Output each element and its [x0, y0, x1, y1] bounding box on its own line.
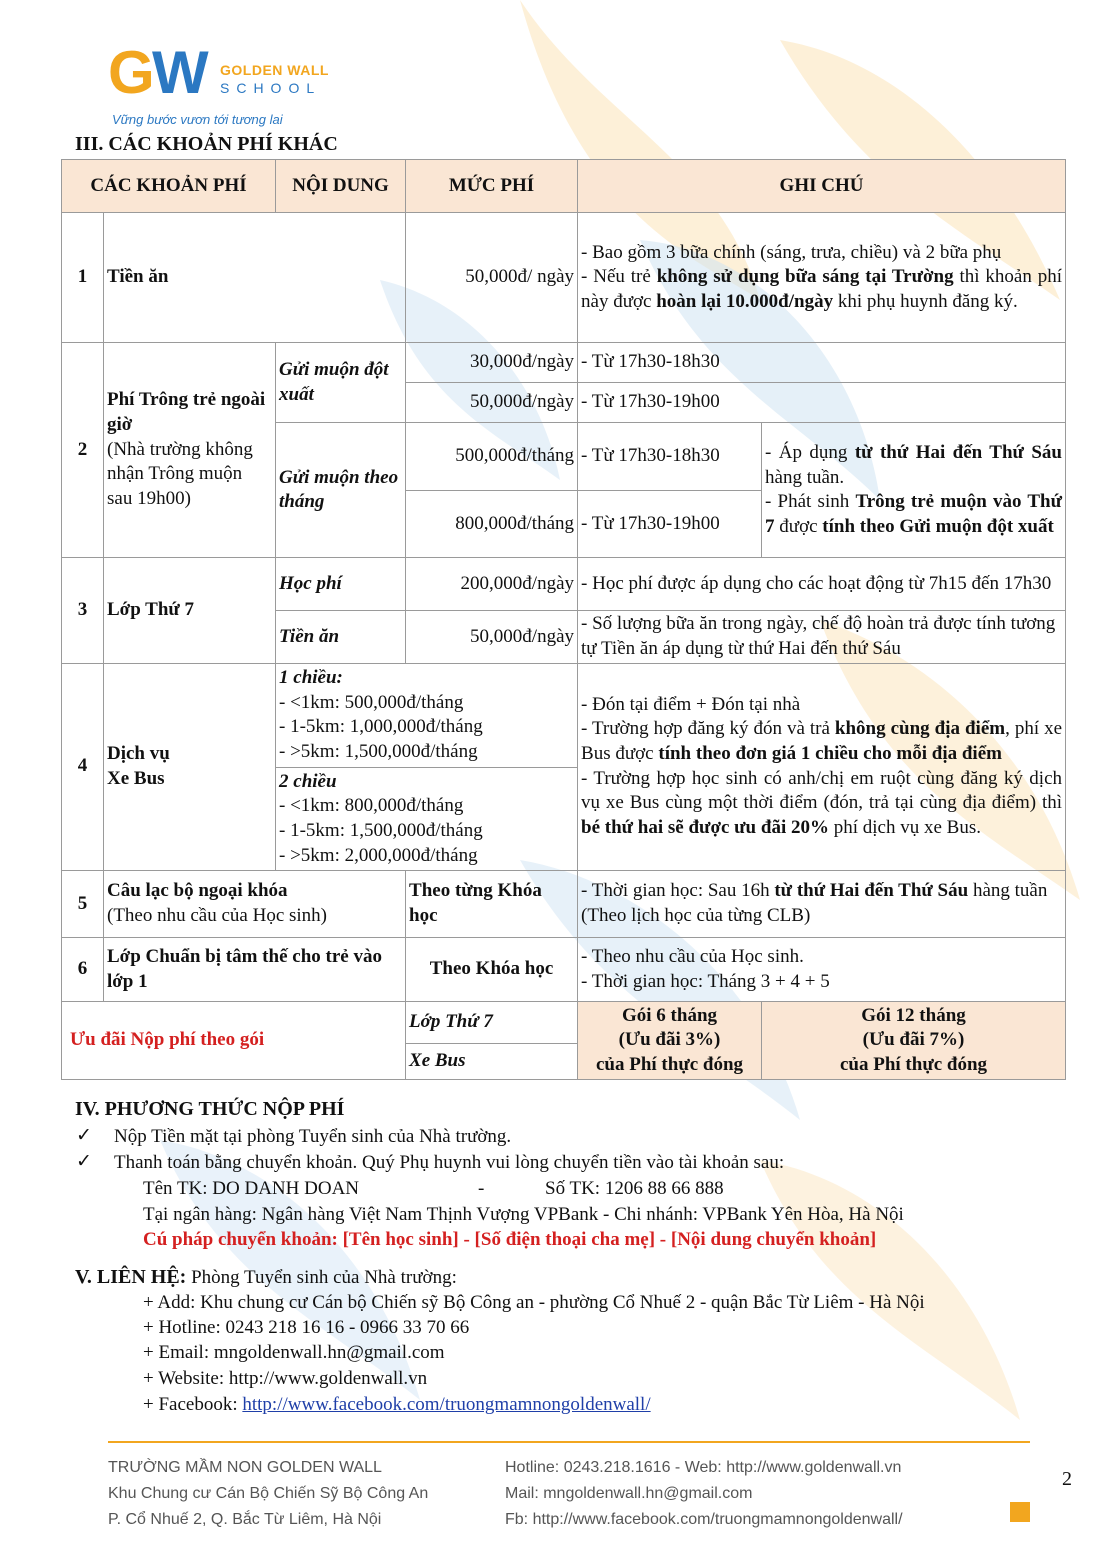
late-monthly-label: Gửi muộn theo tháng	[276, 423, 406, 558]
fee-note	[578, 663, 1066, 870]
fee-name: Tiền ăn	[104, 213, 406, 343]
tuition-label: Học phí	[276, 558, 406, 611]
note-text: - Nếu trẻ	[581, 266, 657, 288]
header-amount: MỨC PHÍ	[406, 160, 578, 213]
package-basis: của Phí thực đóng	[595, 1054, 744, 1076]
footer-left	[108, 1455, 428, 1533]
note-line	[581, 717, 1062, 766]
promo-item: Lớp Thứ 7	[406, 1002, 578, 1043]
bus-price: - >5km: 1,500,000đ/tháng	[279, 741, 478, 763]
fee-name-note: (Nhà trường không nhận Trông muộn sau 19h00)	[107, 438, 253, 510]
late-adhoc-label: Gửi muộn đột xuất	[276, 342, 406, 422]
note-bold: hoàn lại 10.000đ/ngày	[656, 290, 834, 312]
table-header-row	[62, 160, 1066, 213]
package-6-months	[578, 1002, 762, 1080]
checkmark-icon: ✓	[76, 1151, 92, 1172]
contact-website: + Website: http://www.goldenwall.vn	[143, 1368, 428, 1389]
footer-mail: Mail: mngoldenwall.hn@gmail.com	[505, 1485, 753, 1502]
package-discount: (Ưu đãi 7%)	[862, 1029, 965, 1051]
row-number: 4	[62, 663, 104, 870]
promo-row	[62, 1002, 1066, 1043]
fee-amount: Theo Khóa học	[406, 938, 578, 1002]
fee-name-line: Dịch vụ	[107, 743, 170, 765]
row-number: 1	[62, 213, 104, 343]
fee-time: - Từ 17h30-18h30	[578, 423, 762, 490]
note-bold: không cùng địa điểm	[834, 718, 1006, 740]
bus-price: - >5km: 2,000,000đ/tháng	[279, 844, 478, 866]
bus-two-way	[276, 768, 578, 871]
note-bold: tính theo đơn giá 1 chiều cho mỗi địa điểm	[658, 743, 1002, 765]
row-number: 6	[62, 938, 104, 1002]
header-content: NỘI DUNG	[276, 160, 406, 213]
header-fee: CÁC KHOẢN PHÍ	[62, 160, 276, 213]
fee-name	[104, 663, 276, 870]
footer-facebook: Fb: http://www.facebook.com/truongmamnongoldenwall/	[505, 1511, 903, 1528]
note-bold: từ thứ Hai đến Thứ Sáu	[774, 880, 969, 902]
section-5-title	[75, 1265, 457, 1290]
bus-price: - <1km: 500,000đ/tháng	[279, 691, 464, 713]
header-note: GHI CHÚ	[578, 160, 1066, 213]
note-text: - Thời gian học: Sau 16h	[581, 880, 775, 902]
fee-name	[104, 342, 276, 557]
table-row	[62, 663, 1066, 768]
table-row	[62, 213, 1066, 343]
fee-note	[578, 870, 1066, 937]
bus-one-way	[276, 663, 578, 768]
payment-cash: Nộp Tiền mặt tại phòng Tuyển sinh của Nhà trường.	[114, 1126, 512, 1147]
logo-mark-g: G	[108, 39, 149, 106]
note-text: - Áp dụng	[765, 441, 855, 463]
logo-mark-w: W	[152, 39, 209, 106]
fee-amount: 30,000đ/ngày	[406, 342, 578, 382]
note-text: - Trường hợp học sinh có anh/chị em ruột cùng đăng ký dịch vụ xe Bus cùng một thời điểm (đón, trả tại cùng địa điểm) thì	[581, 767, 1063, 814]
note-bold: bé thứ hai sẽ được ưu đãi 20%	[581, 817, 829, 839]
package-title: Gói 12 tháng	[861, 1004, 966, 1026]
fee-name: Lớp Thứ 7	[104, 558, 276, 664]
fee-amount: 50,000đ/ngày	[406, 383, 578, 423]
contact-facebook	[143, 1392, 651, 1417]
package-basis: của Phí thực đóng	[839, 1054, 988, 1076]
footer-school-name: TRƯỜNG MẦM NON GOLDEN WALL	[108, 1459, 382, 1476]
table-row	[62, 870, 1066, 937]
checkmark-icon: ✓	[76, 1125, 92, 1146]
fee-name-line: Xe Bus	[107, 767, 165, 789]
logo-name: GOLDEN WALL	[220, 62, 329, 78]
note-text: - Phát sinh	[765, 491, 856, 513]
fee-time: - Từ 17h30-19h00	[578, 383, 1066, 423]
bus-price: - 1-5km: 1,500,000đ/tháng	[279, 820, 483, 841]
row-number: 3	[62, 558, 104, 664]
meal-label: Tiền ăn	[276, 611, 406, 663]
promo-label: Ưu đãi Nộp phí theo gói	[62, 1002, 406, 1080]
note-line	[765, 490, 1062, 539]
note-text: phí dịch vụ xe Bus.	[828, 817, 981, 839]
account-separator: -	[478, 1178, 485, 1199]
note-text: hàng tuần.	[765, 466, 845, 488]
footer-right	[505, 1455, 903, 1533]
contact-address: + Add: Khu chung cư Cán bộ Chiến sỹ Bộ Công an - phường Cổ Nhuế 2 - quận Bắc Từ Liêm - Hà Nội	[143, 1292, 925, 1313]
page-number: 2	[1062, 1468, 1072, 1490]
note-bold: từ thứ Hai đến Thứ Sáu	[854, 441, 1062, 463]
row-number: 2	[62, 342, 104, 557]
note-line: - Thời gian học: Tháng 3 + 4 + 5	[581, 970, 830, 992]
fee-note	[762, 423, 1066, 558]
note-text: , phí xe Bus được	[581, 718, 1063, 765]
bus-option-title: 1 chiều:	[279, 667, 343, 689]
fee-note: - Số lượng bữa ăn trong ngày, chế độ hoàn trả được tính tương tự Tiền ăn áp dụng từ thứ Hai đến thứ Sáu	[578, 611, 1066, 663]
fee-time: - Từ 17h30-19h00	[578, 490, 762, 557]
note-line: - Theo nhu cầu của Học sinh.	[581, 946, 804, 968]
section-5-rest: Phòng Tuyển sinh của Nhà trường:	[186, 1267, 457, 1288]
package-title: Gói 6 tháng	[622, 1004, 718, 1026]
table-row	[62, 342, 1066, 382]
fee-name	[104, 870, 406, 937]
fee-amount: 50,000đ/ ngày	[406, 213, 578, 343]
footer-address-2: P. Cổ Nhuế 2, Q. Bắc Từ Liêm, Hà Nội	[108, 1511, 382, 1528]
promo-item: Xe Bus	[406, 1043, 578, 1079]
contact-email: + Email: mngoldenwall.hn@gmail.com	[143, 1342, 445, 1363]
note-text: khi phụ huynh đăng ký.	[833, 290, 1018, 312]
note-bold: không sử dụng bữa sáng tại Trường	[656, 266, 954, 288]
footer-accent-square	[1010, 1502, 1030, 1522]
fee-time: - Từ 17h30-18h30	[578, 342, 1066, 382]
school-logo	[108, 36, 348, 136]
payment-transfer: Thanh toán bằng chuyển khoản. Quý Phụ huynh vui lòng chuyển tiền vào tài khoản sau:	[114, 1152, 785, 1173]
logo-tagline: Vững bước vươn tới tương lai	[112, 112, 283, 127]
fee-note	[578, 213, 1066, 343]
fee-name-title: Câu lạc bộ ngoại khóa	[107, 880, 288, 902]
note-text: được	[774, 515, 823, 537]
facebook-label: + Facebook:	[143, 1394, 243, 1415]
fees-table	[61, 159, 1066, 1080]
fee-note	[578, 938, 1066, 1002]
note-text: thì khoản phí này được	[581, 266, 1063, 312]
fee-name-note: (Theo nhu cầu của Học sinh)	[107, 904, 328, 926]
fee-amount: 800,000đ/tháng	[406, 490, 578, 557]
table-row	[62, 938, 1066, 1002]
section-4-title: IV. PHƯƠNG THỨC NỘP PHÍ	[75, 1098, 345, 1120]
logo-school: SCHOOL	[220, 80, 322, 96]
fee-amount: 50,000đ/ngày	[406, 611, 578, 663]
footer-divider	[108, 1441, 1030, 1443]
fee-note: - Học phí được áp dụng cho các hoạt động từ 7h15 đến 17h30	[578, 558, 1066, 611]
footer-hotline-web: Hotline: 0243.218.1616 - Web: http://www.goldenwall.vn	[505, 1459, 902, 1476]
row-number: 5	[62, 870, 104, 937]
bus-option-title: 2 chiều	[279, 770, 337, 792]
fee-amount: Theo từng Khóa học	[406, 870, 578, 937]
bus-price: - 1-5km: 1,000,000đ/tháng	[279, 716, 483, 738]
note-line	[765, 441, 1062, 490]
bus-price: - <1km: 800,000đ/tháng	[279, 795, 464, 817]
fee-name: Lớp Chuẩn bị tâm thế cho trẻ vào lớp 1	[104, 938, 406, 1002]
fee-amount: 200,000đ/ngày	[406, 558, 578, 611]
note-text: - Trường hợp đăng ký đón và trả	[581, 718, 835, 740]
transfer-syntax: Cú pháp chuyển khoản: [Tên học sinh] - [Số điện thoại cha mẹ] - [Nội dung chuyển khoản]	[143, 1229, 877, 1250]
bank-info: Tại ngân hàng: Ngân hàng Việt Nam Thịnh Vượng VPBank - Chi nhánh: VPBank Yên Hòa, Hà Nội	[143, 1204, 904, 1225]
fee-name-title: Phí Trông trẻ ngoài giờ	[107, 389, 266, 436]
note-bold: tính theo Gửi muộn đột xuất	[822, 515, 1054, 537]
facebook-link[interactable]: http://www.facebook.com/truongmamnongoldenwall/	[242, 1394, 651, 1415]
note-line: - Đón tại điểm + Đón tại nhà	[581, 693, 801, 715]
fee-amount: 500,000đ/tháng	[406, 423, 578, 490]
package-discount: (Ưu đãi 3%)	[618, 1029, 721, 1051]
contact-hotline: + Hotline: 0243 218 16 16 - 0966 33 70 66	[143, 1317, 470, 1338]
table-row	[62, 558, 1066, 611]
account-number: Số TK: 1206 88 66 888	[545, 1178, 724, 1199]
note-text: hàng tuần (Theo lịch học của từng CLB)	[581, 880, 1048, 926]
note-line	[581, 767, 1062, 841]
section-3-title: III. CÁC KHOẢN PHÍ KHÁC	[75, 133, 338, 155]
note-line: - Bao gồm 3 bữa chính (sáng, trưa, chiều) và 2 bữa phụ	[581, 241, 1002, 263]
footer-address-1: Khu Chung cư Cán Bộ Chiến Sỹ Bộ Công An	[108, 1485, 429, 1502]
section-5-label: V. LIÊN HỆ:	[75, 1266, 187, 1288]
note-line	[581, 265, 1062, 314]
package-12-months	[762, 1002, 1066, 1080]
account-name: Tên TK: DO DANH DOAN	[143, 1178, 360, 1199]
note-bold: Trông trẻ muộn vào Thứ 7	[765, 491, 1063, 537]
